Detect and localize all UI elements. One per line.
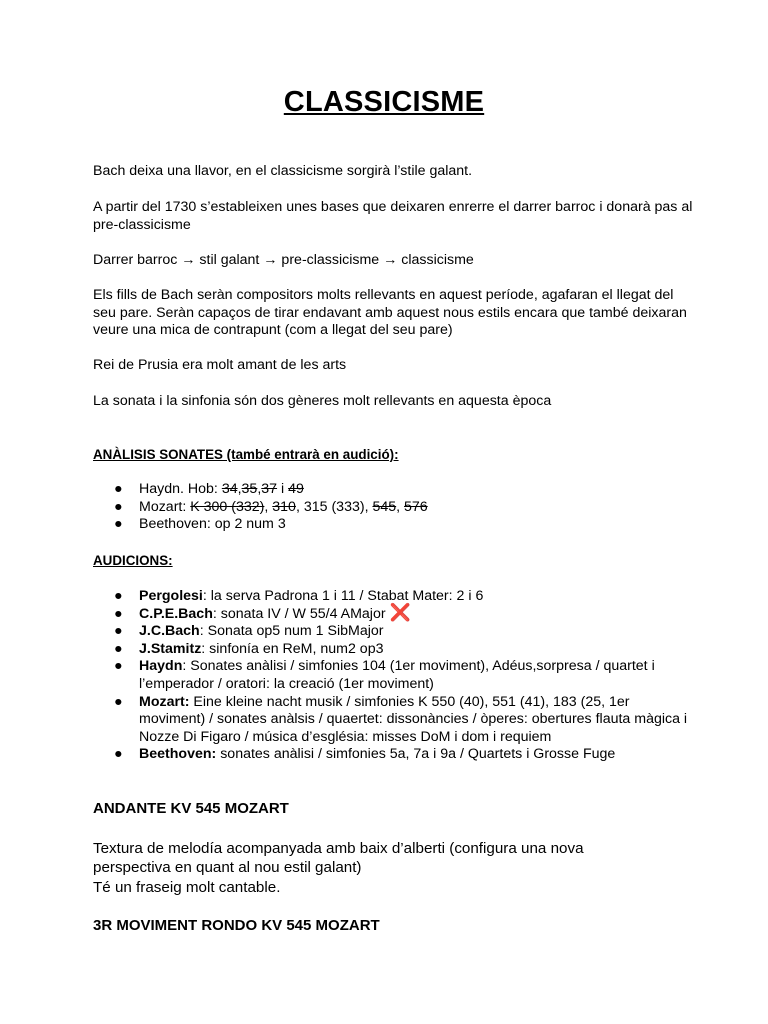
paragraph-3: Darrer barroc → stil galant → pre-classicisme → classicisme: [93, 252, 474, 268]
bullet-icon: ●: [114, 605, 123, 622]
bullet-icon: ●: [114, 481, 123, 497]
bullet-icon: ●: [114, 640, 123, 657]
list-item-pergolesi: ● Pergolesi: la serva Padrona 1 i 11 / Stabat Mater: 2 i 6: [114, 588, 484, 604]
list-item-jc-bach: ● J.C.Bach: Sonata op5 num 1 SibMajor: [114, 623, 384, 640]
list-item-cpe-bach: ● C.P.E.Bach: sonata IV / W 55/4 AMajor ❌: [114, 602, 411, 622]
list-item-mozart: ● Mozart: K 300 (332), 310, 315 (333), 545, 576: [114, 498, 428, 515]
bullet-icon: ●: [114, 588, 123, 604]
bullet-icon: ●: [114, 746, 123, 763]
paragraph-6: La sonata i la sinfonia són dos gèneres molt rellevants en aquesta època: [93, 393, 552, 409]
cross-mark-icon: ❌: [389, 602, 411, 622]
audicions-list: [93, 588, 693, 764]
andante-text: Textura de melodía acompanyada amb baix d’alberti (configura una nova perspectiva en quant al nou estil galant) Té un fraseig molt cantable.: [93, 840, 584, 896]
list-item-beethoven: ● Beethoven: sonates anàlisi / simfonies 5a, 7a i 9a / Quartets i Grosse Fuge: [114, 746, 616, 763]
list-item-stamitz: ● J.Stamitz: sinfonía en ReM, num2 op3: [114, 640, 384, 657]
list-item-haydn: ● Haydn: Sonates anàlisi / simfonies 104 (1er moviment), Adéus,sorpresa / quartet i l’emperador / oratori: la creació (1er moviment): [114, 658, 655, 692]
page-title: CLASSICISME: [283, 86, 485, 118]
paragraph-1: Bach deixa una llavor, en el classicisme sorgirà l’stile galant.: [93, 163, 473, 179]
paragraph-2: A partir del 1730 s’estableixen unes bases que deixaren enrerre el darrer barroc i donarà pas al pre-classicisme: [93, 199, 693, 233]
section-heading-andante: ANDANTE KV 545 MOZART: [93, 800, 289, 817]
bullet-icon: ●: [114, 693, 123, 710]
list-item-mozart: ● Mozart: Eine kleine nacht musik / simfonies K 550 (40), 551 (41), 183 (25, 1er moviment) / sonates anàlsis / quaertet: dissonàncies / òperes: obertures flauta màgica i Nozze Di Figaro / música d’església: misses DoM i dom i requiem: [114, 693, 688, 745]
list-item-haydn: ● Haydn. Hob: 34,35,37 i 49: [114, 481, 304, 497]
list-item-beethoven: ● Beethoven: op 2 num 3: [114, 516, 286, 533]
analisis-list: [93, 481, 693, 534]
section-heading-audicions: AUDICIONS:: [93, 553, 173, 568]
section-heading-analisis: ANÀLISIS SONATES (també entrarà en audició):: [93, 447, 399, 462]
paragraph-5: Rei de Prusia era molt amant de les arts: [93, 357, 347, 373]
bullet-icon: ●: [114, 516, 123, 533]
section-heading-rondo: 3R MOVIMENT RONDO KV 545 MOZART: [93, 917, 380, 934]
bullet-icon: ●: [114, 498, 123, 515]
bullet-icon: ●: [114, 658, 123, 675]
bullet-icon: ●: [114, 623, 123, 640]
paragraph-4: Els fills de Bach seràn compositors molts rellevants en aquest període, agafaran el llegat del seu pare. Seràn capaços de tirar endavant amb aquest nous estils encara que també deixaran veure una mica de contrapunt (com a llegat del seu pare): [93, 287, 687, 339]
